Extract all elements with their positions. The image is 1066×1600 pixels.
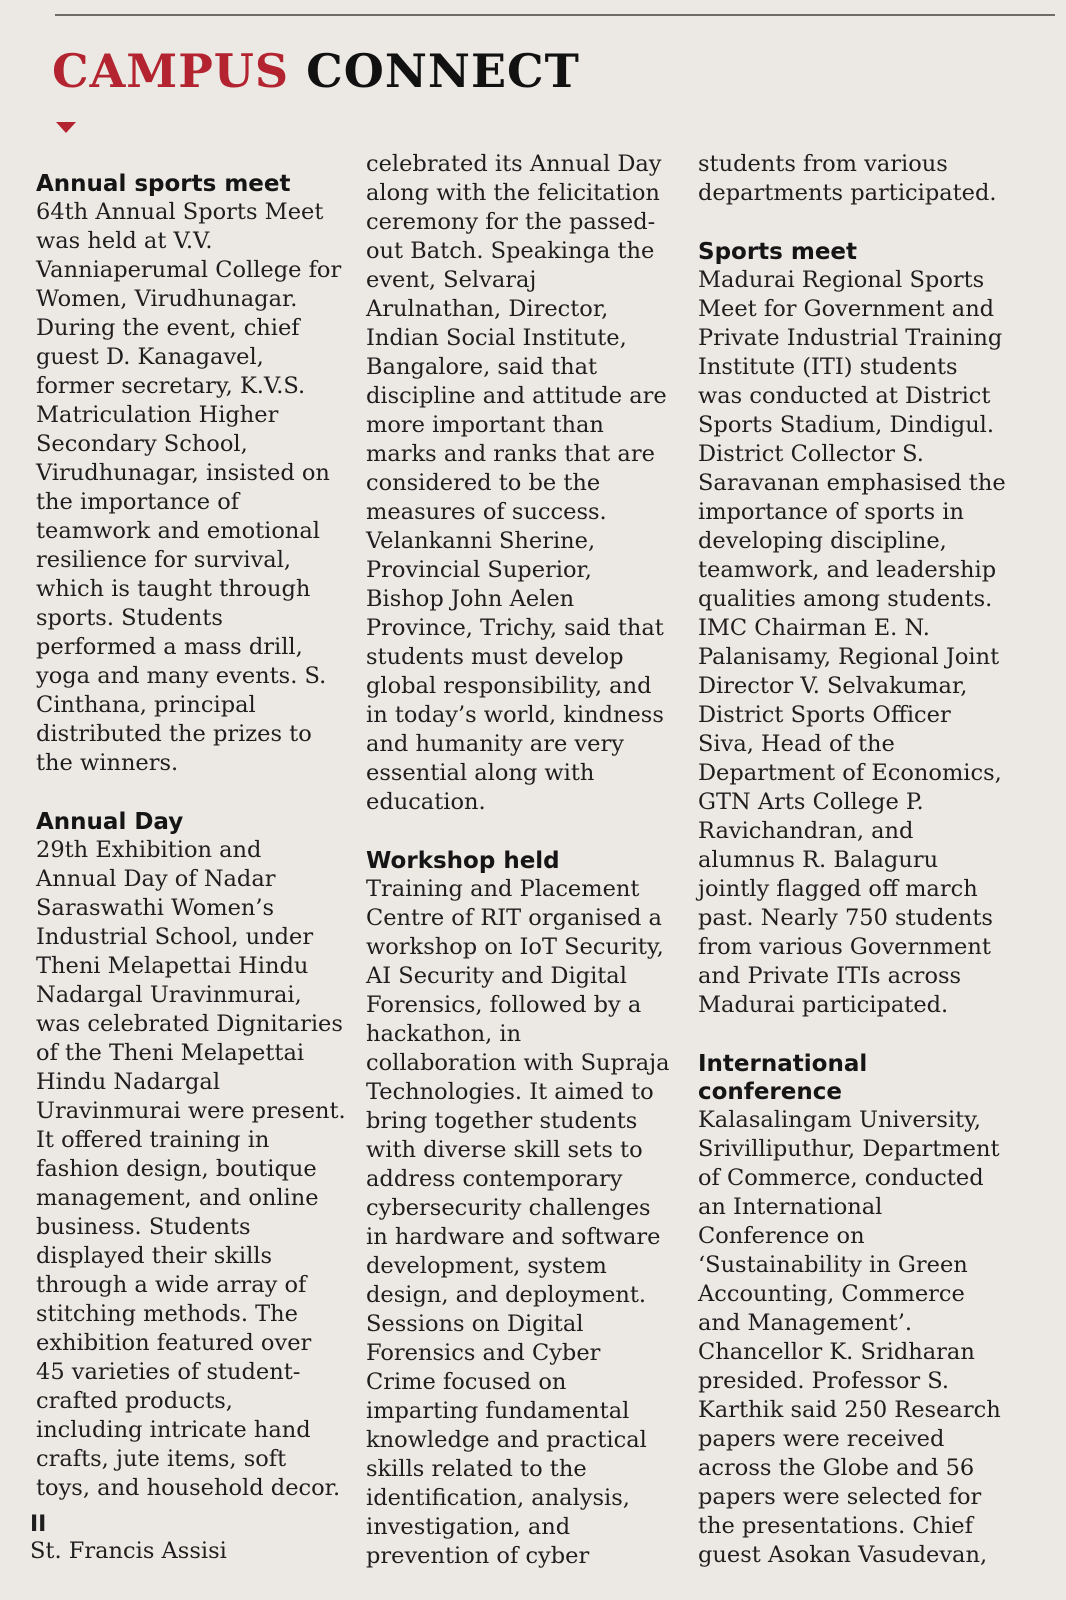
column-divider-mark: II [30, 1512, 47, 1537]
article-heading-annual-sports-meet: Annual sports meet [36, 171, 291, 197]
article-heading-workshop-held: Workshop held [366, 848, 560, 874]
article-lead-st-francis: St. Francis Assisi [30, 1538, 227, 1564]
red-triangle-icon [56, 122, 76, 133]
article-body-workshop-held: Training and Placement Centre of RIT organised a workshop on IoT Security, AI Security and Digital Forensics, followed by a hackathon, in collaboration with Supraja Technologies. It aimed to bring together students with diverse skill sets to address contemporary cybersecurity challenges in hardware and software development, system design, and deployment. Sessions on Digital Forensics and Cyber Crime focused on imparting fundamental knowledge and practical skills related to the identification, analysis, investigation, and prevention of cyber [366, 876, 670, 1569]
section-title [52, 44, 580, 98]
section-title-connect: CONNECT [306, 44, 580, 98]
article-body-international-conference: Kalasalingam University, Srivilliputhur, Department of Commerce, conducted an International Conference on ‘Sustainability in Green Accounting, Commerce and Management’. Chancellor K. Sridharan presided. Professor S. Karthik said 250 Research papers were received across the Globe and 56 papers were selected for the presentations. Chief guest Asokan Vasudevan, [698, 1107, 1001, 1568]
article-heading-international-conference: International conference [698, 1051, 868, 1105]
article-body-annual-day: 29th Exhibition and Annual Day of Nadar Saraswathi Women’s Industrial School, under Theni Melapettai Hindu Nadargal Uravinmurai, was celebrated Dignitaries of the Theni Melapettai Hindu Nadargal Uravinmurai were present. It offered training in fashion design, boutique management, and online business. Students displayed their skills through a wide array of stitching methods. The exhibition featured over 45 varieties of student-crafted products, including intricate hand crafts, jute items, soft toys, and household decor. [36, 837, 346, 1501]
column-3 [698, 150, 1008, 1570]
article-body-continued-annual-day: celebrated its Annual Day along with the felicitation ceremony for the passed-out Batch. Speakinga the event, Selvaraj Arulnathan, Director, Indian Social Institute, Bangalore, said that discipline and attitude are more important than marks and ranks that are considered to be the measures of success. Velankanni Sherine, Provincial Superior, Bishop John Aelen Province, Trichy, said that students must develop global responsibility, and in today’s world, kindness and humanity are very essential along with education. [366, 151, 667, 815]
article-heading-sports-meet: Sports meet [698, 239, 858, 265]
column-2 [366, 150, 676, 1571]
article-body-continued-top: students from various departments participated. [698, 151, 997, 206]
article-heading-annual-day: Annual Day [36, 809, 184, 835]
section-title-campus: CAMPUS [52, 44, 290, 98]
column-1 [36, 170, 346, 1503]
article-body-annual-sports-meet: 64th Annual Sports Meet was held at V.V. Vanniaperumal College for Women, Virudhunagar. During the event, chief guest D. Kanagavel, former secretary, K.V.S. Matriculation Higher Secondary School, Virudhunagar, insisted on the importance of teamwork and emotional resilience for survival, which is taught through sports. Students performed a mass drill, yoga and many events. S. Cinthana, principal distributed the prizes to the winners. [36, 199, 342, 776]
article-body-sports-meet: Madurai Regional Sports Meet for Government and Private Industrial Training Institute (ITI) students was conducted at District Sports Stadium, Dindigul. District Collector S. Saravanan emphasised the importance of sports in developing discipline, teamwork, and leadership qualities among students. IMC Chairman E. N. Palanisamy, Regional Joint Director V. Selvakumar, District Sports Officer Siva, Head of the Department of Economics, GTN Arts College P. Ravichandran, and alumnus R. Balaguru jointly flagged off march past. Nearly 750 students from various Government and Private ITIs across Madurai participated. [698, 267, 1006, 1018]
top-rule [55, 14, 1055, 16]
